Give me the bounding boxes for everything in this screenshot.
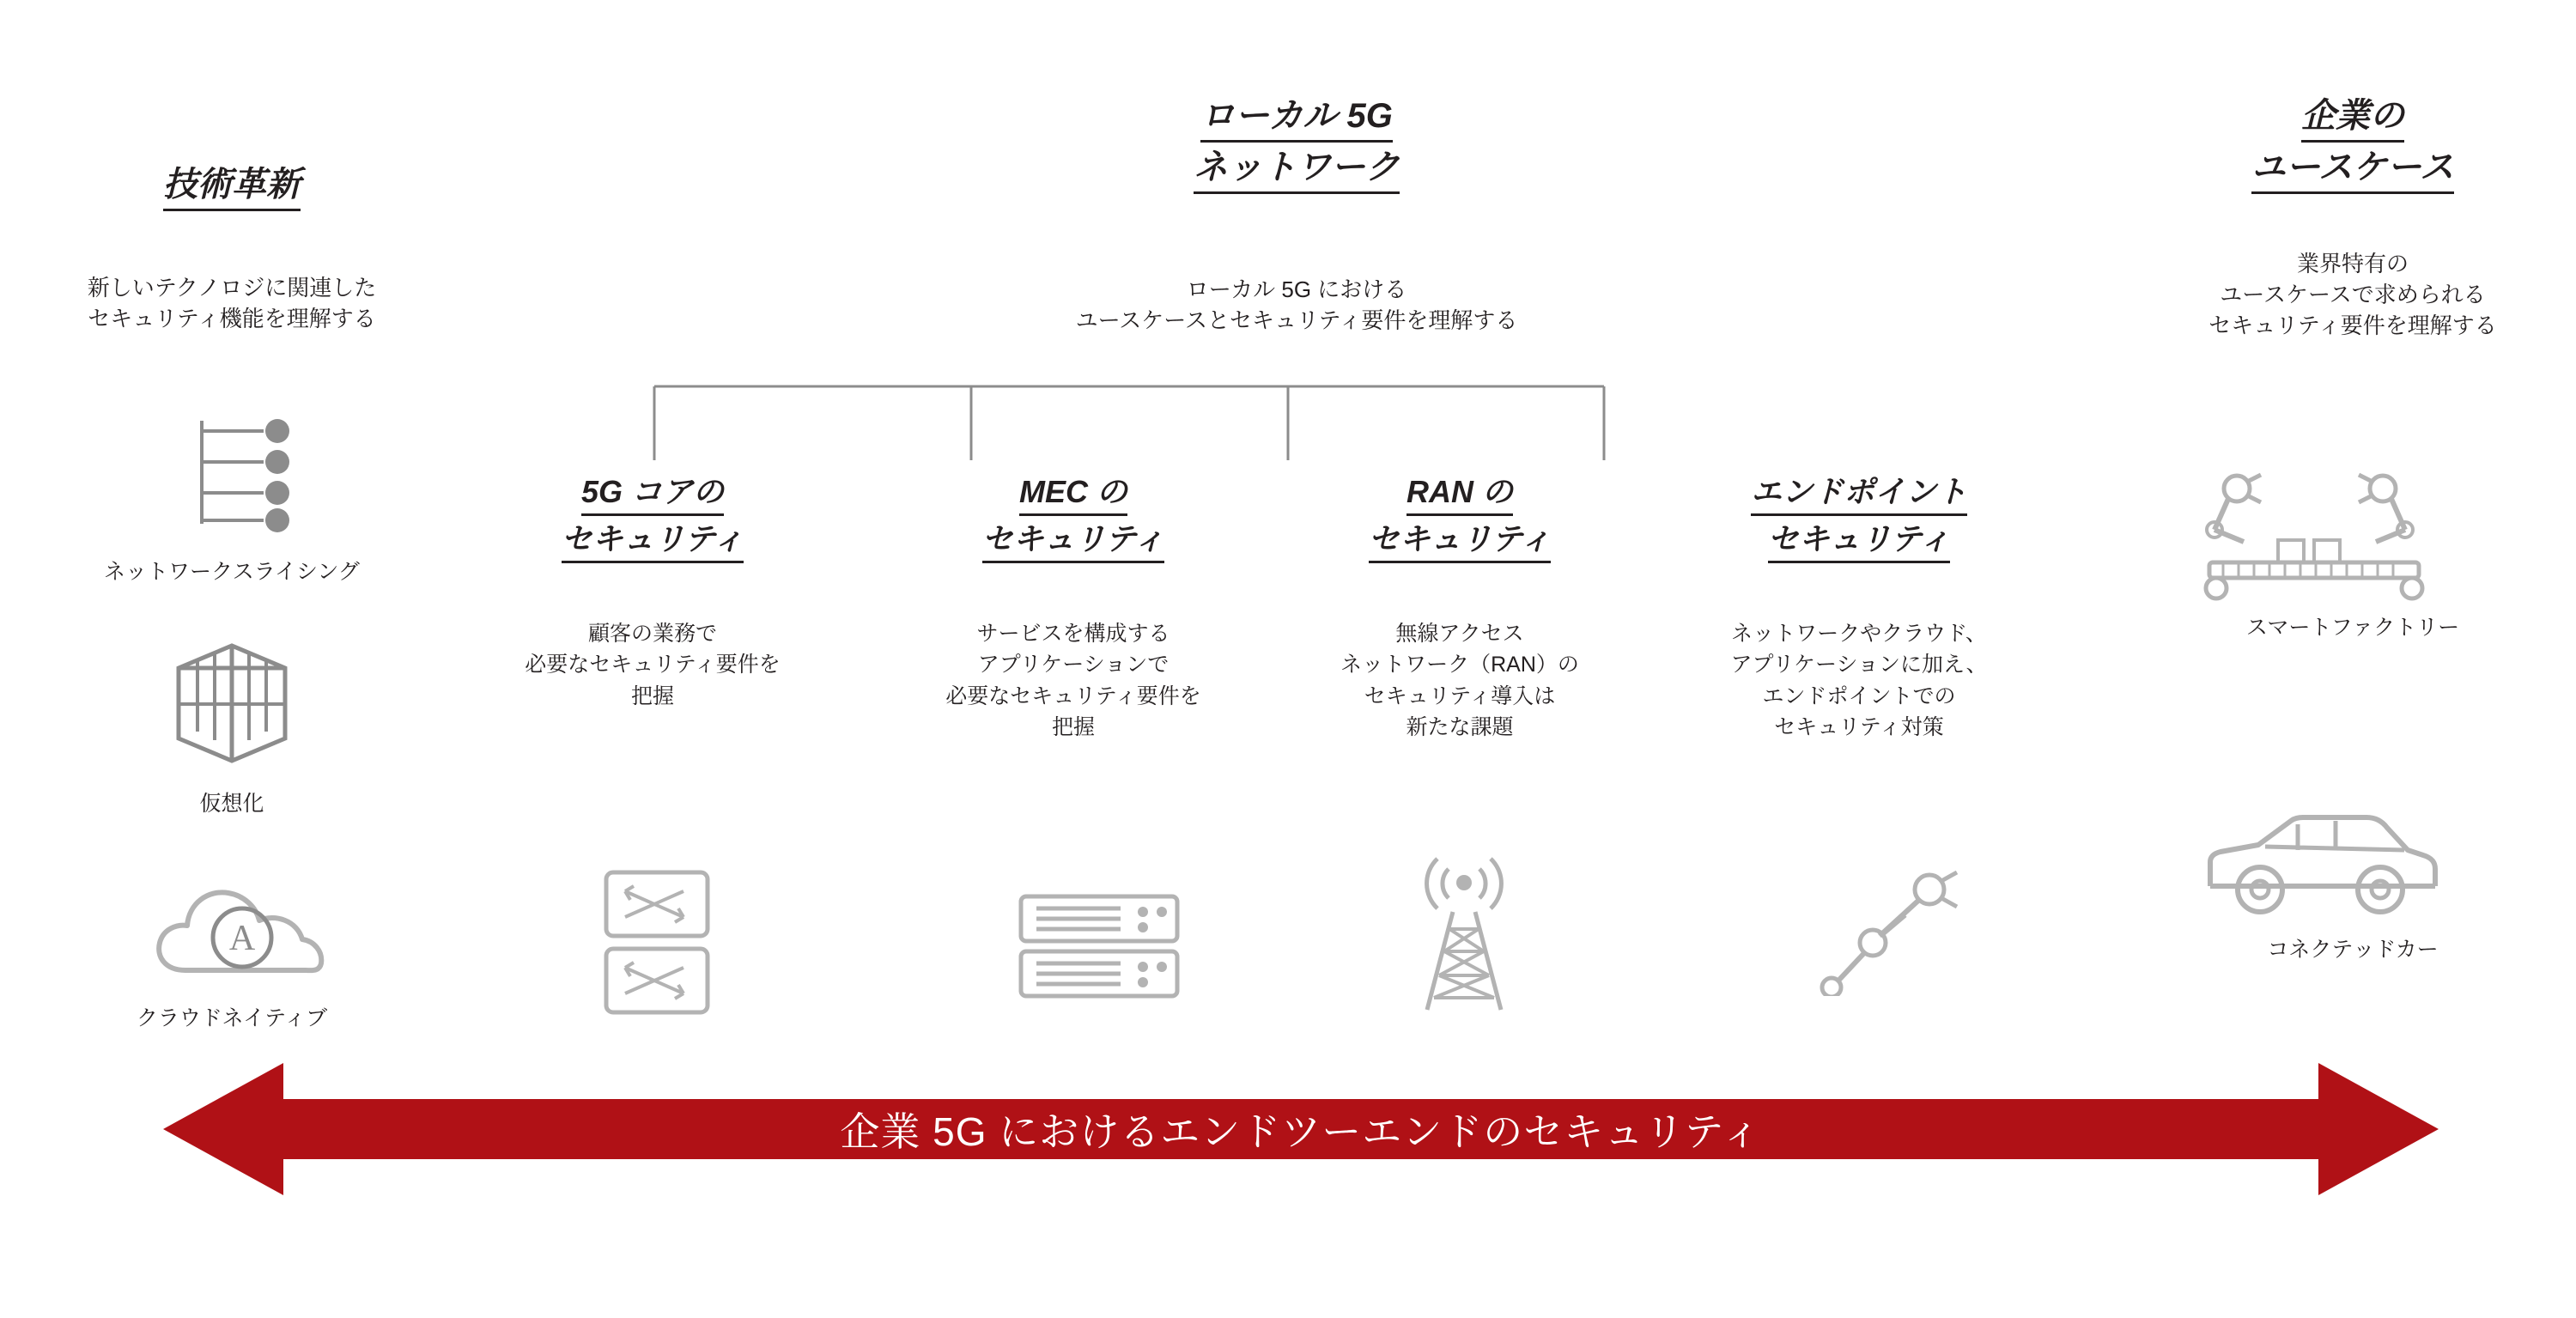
center-item-2-title [910,472,1236,563]
cell-tower-icon [1408,850,1520,1017]
virtualization-caption [0,790,464,818]
center-item-3-title-line-1: RAN の [1406,472,1513,516]
center-item-4-desc-line-1: ネットワークやクラウド、 [1731,622,1987,646]
column-center-title [910,94,1683,194]
center-item-4-desc-line-2: アプリケーションに加え、 [1730,653,1988,677]
left-subtitle-line-2: セキュリティ機能を理解する [88,305,376,331]
center-subtitle-line-1: ローカル 5G における [1186,276,1407,302]
left-title-text: 技術革新 [163,163,301,211]
end-to-end-security-banner [163,1056,2439,1202]
center-item-2-desc-line-4: 把握 [1051,714,1095,739]
center-item-4-title-line-1: エンドポイント [1751,472,1967,516]
center-item-2-desc-line-1: サービスを構成する [976,622,1170,646]
right-title-line-1: 企業の [2301,94,2404,143]
center-item-4-desc [1674,618,2044,743]
network-slicing-icon [185,412,305,541]
center-item-1-desc [489,618,816,712]
right-title-line-2: ユースケース [2251,146,2454,194]
banner-label: 企業 5G におけるエンドツーエンドのセキュリティ [840,1109,1762,1154]
network-switch-icon [601,867,713,1017]
center-item-2-title-line-2: セキュリティ [982,519,1164,563]
left-subtitle-line-1: 新しいテクノロジに関連した [87,275,377,301]
center-item-4-title [1674,472,2044,563]
center-item-3-desc [1297,618,1623,743]
center-item-3-desc-line-3: セキュリティ導入は [1364,683,1556,708]
double-arrow-shape [163,1056,2439,1202]
center-item-4-title-line-2: セキュリティ [1768,519,1950,563]
center-item-3-desc-line-1: 無線アクセス [1395,622,1524,646]
right-subtitle-line-1: 業界特有の [2296,251,2409,276]
center-item-3-desc-line-2: ネットワーク（RAN）の [1340,653,1579,677]
center-item-1-title-line-1: 5G コアの [581,472,724,516]
server-rack-icon [1018,893,1181,1000]
network-slicing-caption-text: ネットワークスライシング [104,560,360,584]
center-subtitle-line-2: ユースケースとセキュリティ要件を理解する [1075,307,1518,333]
virtualization-caption-text: 仮想化 [199,792,264,816]
column-left-title [9,163,455,211]
center-item-3-title [1297,472,1623,563]
center-item-3-desc-line-4: 新たな課題 [1406,714,1514,739]
center-item-4-desc-line-4: セキュリティ対策 [1774,714,1944,739]
center-title-line-2: ネットワーク [1194,146,1400,194]
network-slicing-caption [0,558,464,586]
center-item-2-desc-line-3: 必要なセキュリティ要件を [945,683,1201,708]
center-item-3-title-line-2: セキュリティ [1369,519,1551,563]
connected-car-caption-text: コネクテッドカー [2267,938,2439,962]
center-item-1-title [489,472,816,563]
center-item-1-desc-line-1: 顧客の業務で [587,622,717,646]
robot-arm-icon [1816,867,1962,996]
center-item-1-title-line-2: セキュリティ [562,519,744,563]
center-item-1-desc-line-3: 把握 [630,683,674,708]
virtualization-container-icon [163,635,301,768]
center-item-4-desc-line-3: エンドポイントでの [1762,683,1956,708]
connected-car-caption [2121,936,2576,964]
center-item-2-title-line-1: MEC の [1019,472,1127,516]
center-item-2-desc-line-2: アプリケーションで [977,653,1170,677]
smart-factory-caption-text: スマートファクトリー [2245,616,2460,640]
column-right-subtitle [2129,249,2576,342]
right-subtitle-line-2: ユースケースで求められる [2220,281,2486,307]
center-item-2-desc [910,618,1236,743]
right-subtitle-line-3: セキュリティ要件を理解する [2208,312,2497,338]
column-left-subtitle [9,273,455,335]
cloud-native-icon [146,867,335,996]
connected-car-icon [2198,807,2447,927]
connector-bracket [653,385,1606,462]
cloud-native-caption-text: クラウドネイティブ [136,1006,328,1030]
center-title-line-1: ローカル 5G [1200,94,1393,143]
smart-factory-icon [2185,468,2443,605]
center-item-1-desc-line-2: 必要なセキュリティ要件を [525,653,781,677]
column-right-title [2129,94,2576,194]
svg-text:A: A [228,919,256,958]
column-center-subtitle [910,275,1683,337]
cloud-native-caption [0,1005,464,1033]
smart-factory-caption [2121,614,2576,642]
